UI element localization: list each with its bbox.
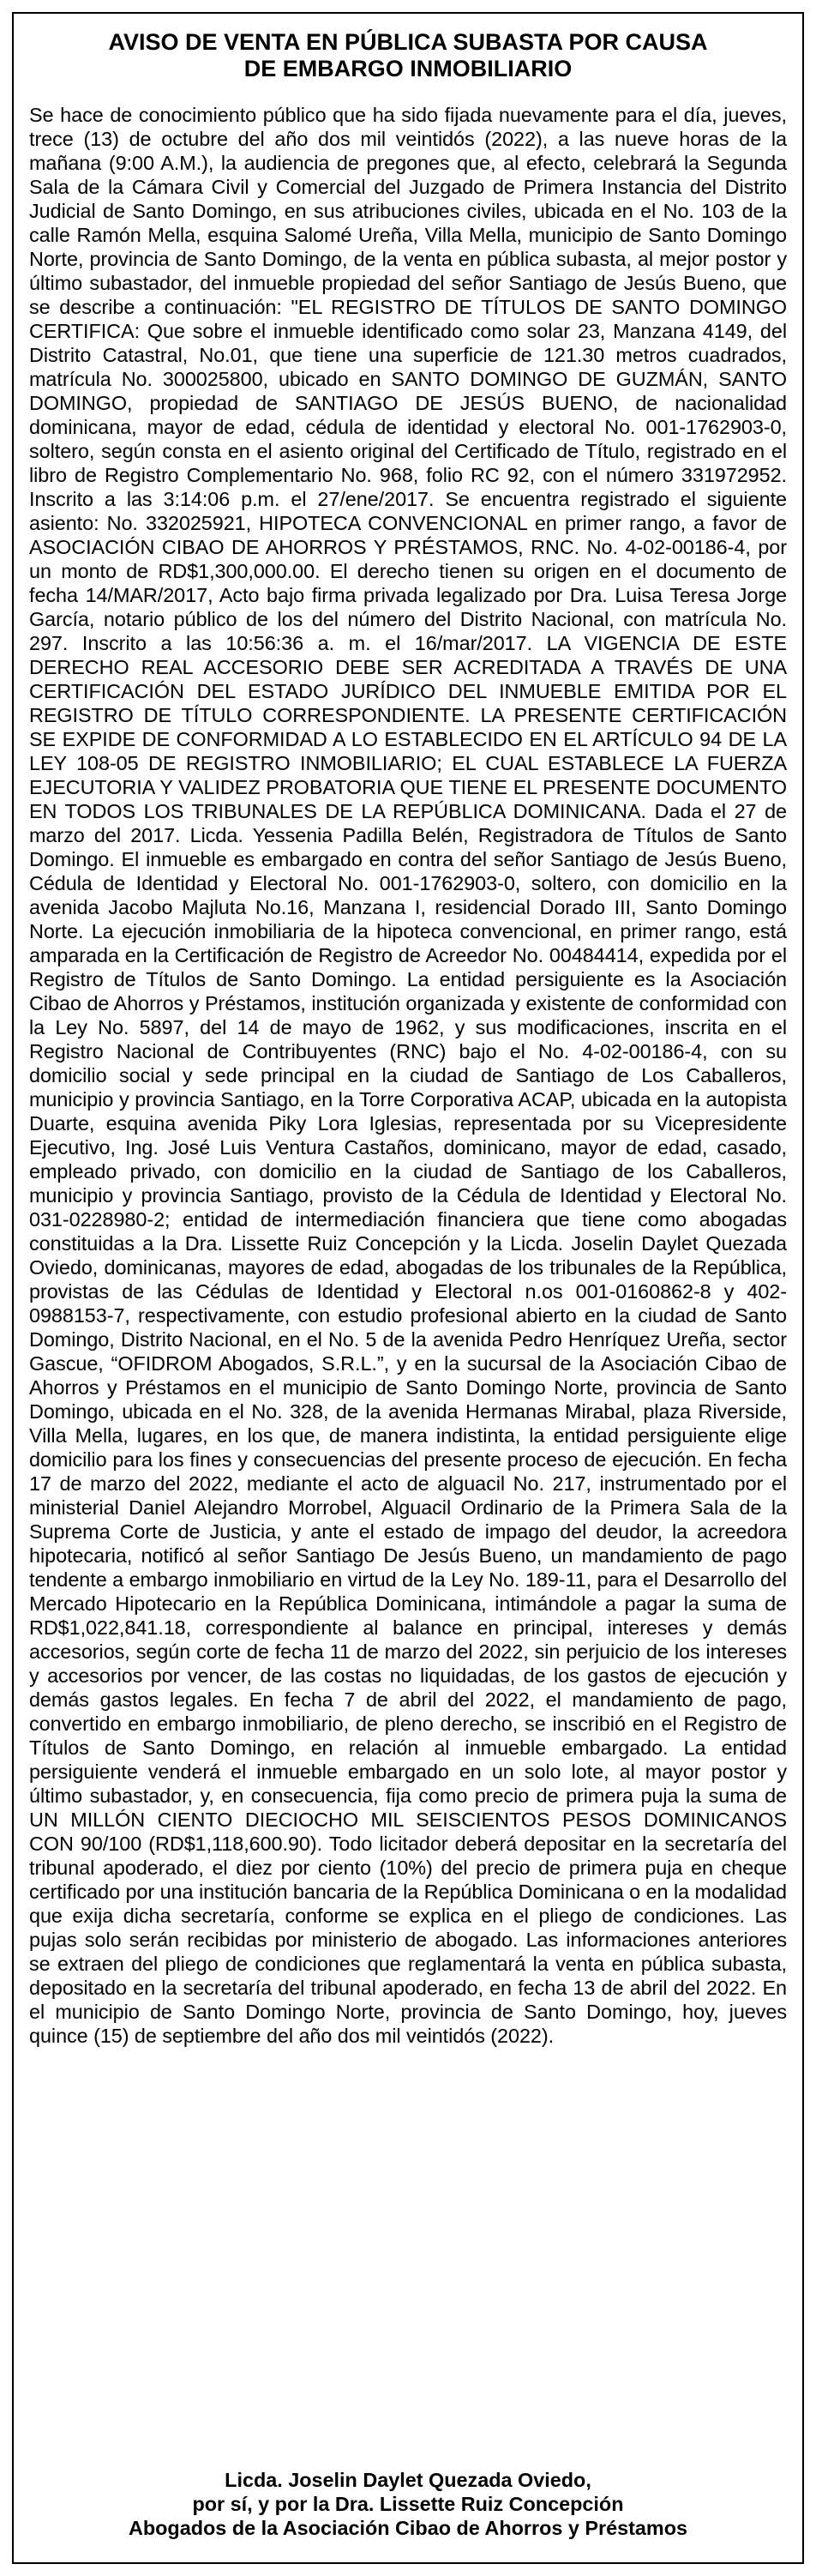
signature-line-2: por sí, y por la Dra. Lissette Ruiz Concepción — [192, 2493, 624, 2515]
notice-body: Se hace de conocimiento público que ha sido fijada nuevamente para el día, jueves, trece (13) de octubre del año dos mil veintidós (2022), a las nueve horas de la mañana (9:00 A.M.), la audiencia de pregones que, al efecto, celebrará la Segunda Sala de la Cámara Civil y Comercial del Juzgado de Primera Instancia del Distrito Judicial de Santo Domingo, en sus atribuciones civiles, ubicada en el No. 103 de la calle Ramón Mella, esquina Salomé Ureña, Villa Mella, municipio de Santo Domingo Norte, provincia de Santo Domingo, de la venta en pública subasta, al mejor postor y último subastador, del inmueble propiedad del señor Santiago de Jesús Bueno, que se describe a continuación: "EL REGISTRO DE TÍTULOS DE SANTO DOMINGO CERTIFICA: Que sobre el inmueble identificado como solar 23, Manzana 4149, del Distrito Catastral, No.01, que tiene una superficie de 121.30 metros cuadrados, matrícula No. 300025800, ubicado en SANTO DOMINGO DE GUZMÁN, SANTO DOMINGO, propiedad de SANTIAGO DE JESÚS BUENO, de nacionalidad dominicana, mayor de edad, cédula de identidad y electoral No. 001-1762903-0, soltero, según consta en el asiento original del Certificado de Título, registrado en el libro de Registro Complementario No. 968, folio RC 92, con el número 331972952. Inscrito a las 3:14:06 p.m. el 27/ene/2017. Se encuentra registrado el siguiente asiento: No. 332025921, HIPOTECA CONVENCIONAL en primer rango, a favor de ASOCIACIÓN CIBAO DE AHORROS Y PRÉSTAMOS, RNC. No. 4-02-00186-4, por un monto de RD$1,300,000.00. El derecho tienen su origen en el documento de fecha 14/MAR/2017, Acto bajo firma privada legalizado por Dra. Luisa Teresa Jorge García, notario público de los del número del Distrito Nacional, con matrícula No. 297. Inscrito a las 10:56:36 a. m. el 16/mar/2017. LA VIGENCIA DE ESTE DERECHO REAL ACCESORIO DEBE SER ACREDITADA A TRAVÉS DE UNA CERTIFICACIÓN DEL ESTADO JURÍDICO DEL INMUEBLE EMITIDA POR EL REGISTRO DE TÍTULO CORRESPONDIENTE. LA PRESENTE CERTIFICACIÓN SE EXPIDE DE CONFORMIDAD A LO ESTABLECIDO EN EL ARTÍCULO 94 DE LA LEY 108-05 DE REGISTRO INMOBILIARIO; EL CUAL ESTABLECE LA FUERZA EJECUTORIA Y VALIDEZ PROBATORIA QUE TIENE EL PRESENTE DOCUMENTO EN TODOS LOS TRIBUNALES DE LA REPÚBLICA DOMINICANA. Dada el 27 de marzo del 2017. Licda. Yessenia Padilla Belén, Registradora de Títulos de Santo Domingo. El inmueble es embargado en contra del señor Santiago de Jesús Bueno, Cédula de Identidad y Electoral No. 001-1762903-0, soltero, con domicilio en la avenida Jacobo Majluta No.16, Manzana I, residencial Dorado III, Santo Domingo Norte. La ejecución inmobiliaria de la hipoteca convencional, en primer rango, está amparada en la Certificación de Registro de Acreedor No. 00484414, expedida por el Registro de Títulos de Santo Domingo. La entidad persiguiente es la Asociación Cibao de Ahorros y Préstamos, institución organizada y existente de conformidad con la Ley No. 5897, del 14 de mayo de 1962, y sus modificaciones, inscrita en el Registro Nacional de Contribuyentes (RNC) bajo el No. 4-02-00186-4, con su domicilio social y sede principal en la ciudad de Santiago de Los Caballeros, municipio y provincia Santiago, en la Torre Corporativa ACAP, ubicada en la autopista Duarte, esquina avenida Piky Lora Iglesias, representada por su Vicepresidente Ejecutivo, Ing. José Luis Ventura Castaños, dominicano, mayor de edad, casado, empleado privado, con domicilio en la ciudad de Santiago de los Caballeros, municipio y provincia Santiago, provisto de la Cédula de Identidad y Electoral No. 031-0228980-2; entidad de intermediación financiera que tiene como abogadas constituidas a la Dra. Lissette Ruiz Concepción y la Licda. Joselin Daylet Quezada Oviedo, dominicanas, mayores de edad, abogadas de los tribunales de la República, provistas de las Cédulas de Identidad y Electoral n.os 001-0160862-8 y 402-0988153-7, respectivamente, con estudio profesional abierto en la ciudad de Santo Domingo, Distrito Nacional, en el No. 5 de la avenida Pedro Henríquez Ureña, sector Gascue, “OFIDROM Abogados, S.R.L.”, y en la sucursal de la Asociación Cibao de Ahorros y Préstamos en el municipio de Santo Domingo Norte, provincia de Santo Domingo, ubicada en el No. 328, de la avenida Hermanas Mirabal, plaza Riverside, Villa Mella, lugares, en los que, de manera indistinta, la entidad persiguiente elige domicilio para los fines y consecuencias del presente proceso de ejecución. En fecha 17 de marzo del 2022, mediante el acto de alguacil No. 217, instrumentado por el ministerial Daniel Alejandro Morrobel, Alguacil Ordinario de la Primera Sala de la Suprema Corte de Justicia, y ante el estado de impago del deudor, la acreedora hipotecaria, notificó al señor Santiago De Jesús Bueno, un mandamiento de pago tendente a embargo inmobiliario en virtud de la Ley No. 189-11, para el Desarrollo del Mercado Hipotecario en la República Dominicana, intimándole a pagar la suma de RD$1,022,841.18, correspondiente al balance en principal, intereses y demás accesorios, según corte de fecha 11 de marzo del 2022, sin perjuicio de los intereses y accesorios por vencer, de las costas no liquidadas, de los gastos de ejecución y demás gastos legales. En fecha 7 de abril del 2022, el mandamiento de pago, convertido en embargo inmobiliario, de pleno derecho, se inscribió en el Registro de Títulos de Santo Domingo, en relación al inmueble embargado. La entidad persiguiente venderá el inmueble embargado en un solo lote, al mayor postor y último subastador, y, en consecuencia, fija como precio de primera puja la suma de UN MILLÓN CIENTO DIECIOCHO MIL SEISCIENTOS PESOS DOMINICANOS CON 90/100 (RD$1,118,600.90). Todo licitador deberá depositar en la secretaría del tribunal apoderado, el diez por ciento (10%) del precio de primera puja en cheque certificado por una institución bancaria de la República Dominicana o en la modalidad que exija dicha secretaría, conforme se explica en el pliego de condiciones. Las pujas solo serán recibidas por ministerio de abogado. Las informaciones anteriores se extraen del pliego de condiciones que reglamentará la venta en pública subasta, depositado en la secretaría del tribunal apoderado, en fecha 13 de abril del 2022. En el municipio de Santo Domingo Norte, provincia de Santo Domingo, hoy, jueves quince (15) de septiembre del año dos mil veintidós (2022). — [29, 104, 787, 2047]
signature-line-1: Licda. Joselin Daylet Quezada Oviedo, — [225, 2469, 591, 2491]
notice-content — [29, 29, 787, 2547]
notice-title — [29, 29, 787, 82]
signature-line-3: Abogados de la Asociación Cibao de Ahorros y Préstamos — [128, 2517, 688, 2539]
signature-block — [29, 2468, 787, 2540]
title-line-1: AVISO DE VENTA EN PÚBLICA SUBASTA POR CAUSA — [108, 29, 708, 55]
title-line-2: DE EMBARGO INMOBILIARIO — [243, 56, 573, 81]
notice-frame — [12, 12, 804, 2564]
